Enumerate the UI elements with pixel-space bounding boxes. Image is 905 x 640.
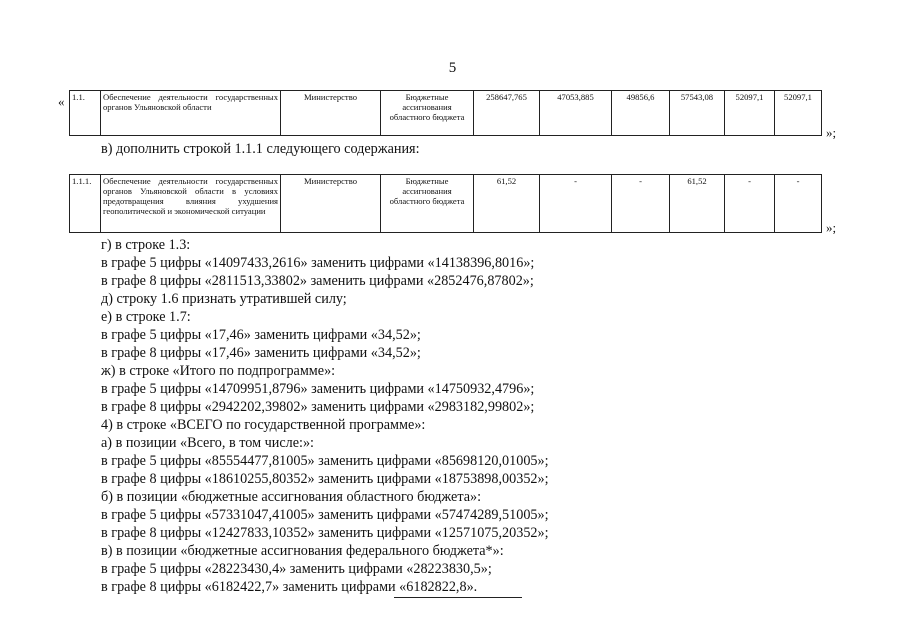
row-value: 47053,885 [540, 91, 612, 136]
text-line: 4) в строке «ВСЕГО по государственной программе»: [101, 417, 426, 433]
text-line: б) в позиции «бюджетные ассигнования областного бюджета»: [101, 489, 482, 505]
text-line: ж) в строке «Итого по подпрограмме»: [101, 363, 336, 379]
footer-rule [394, 597, 522, 598]
text-line: а) в позиции «Всего, в том числе:»: [101, 435, 314, 451]
text-line: в графе 5 цифры «85554477,81005» заменить цифрами «85698120,01005»; [101, 453, 549, 469]
close-quote: »; [826, 125, 837, 140]
row-value: 52097,1 [775, 91, 822, 136]
row-value: - [612, 175, 670, 233]
row-value: 61,52 [670, 175, 725, 233]
row-source: Бюджетные ассигнования областного бюджета [381, 91, 474, 136]
row-name: Обеспечение деятельности государственных органов Ульяновской области в условиях предотвращения влияния ухудшения геополитической и экономической ситуации [101, 175, 281, 233]
row-number: 1.1. [70, 91, 101, 136]
text-line: в графе 8 цифры «2942202,39802» заменить цифрами «2983182,99802»; [101, 399, 535, 415]
text-line: в) в позиции «бюджетные ассигнования федерального бюджета*»: [101, 543, 504, 559]
row-value: 52097,1 [725, 91, 775, 136]
open-quote: « [58, 94, 65, 109]
row-value: - [725, 175, 775, 233]
text-line: в графе 8 цифры «18610255,80352» заменить цифрами «18753898,00352»; [101, 471, 549, 487]
text-line: в графе 5 цифры «57331047,41005» заменить цифрами «57474289,51005»; [101, 507, 549, 523]
text-line: е) в строке 1.7: [101, 309, 191, 325]
table-row-1-1-1 [69, 174, 822, 233]
row-value: 258647,765 [474, 91, 540, 136]
text-line: в графе 5 цифры «14709951,8796» заменить цифрами «14750932,4796»; [101, 381, 535, 397]
text-line: в графе 8 цифры «6182422,7» заменить цифрами «6182822,8». [101, 579, 478, 595]
row-executor: Министерство [281, 175, 381, 233]
table-row-1-1 [69, 90, 822, 136]
row-value: - [540, 175, 612, 233]
page-number: 5 [448, 60, 457, 76]
text-line: г) в строке 1.3: [101, 237, 191, 253]
row-executor: Министерство [281, 91, 381, 136]
row-number: 1.1.1. [70, 175, 101, 233]
close-quote: »; [826, 220, 837, 235]
row-value: 49856,6 [612, 91, 670, 136]
row-name: Обеспечение деятельности государственных органов Ульяновской области [101, 91, 281, 136]
row-value: 57543,08 [670, 91, 725, 136]
text-line: в графе 8 цифры «17,46» заменить цифрами «34,52»; [101, 345, 421, 361]
text-line: в графе 5 цифры «17,46» заменить цифрами «34,52»; [101, 327, 421, 343]
text-line: д) строку 1.6 признать утратившей силу; [101, 291, 347, 307]
text-line: в графе 5 цифры «28223430,4» заменить цифрами «28223830,5»; [101, 561, 492, 577]
text-line: в графе 5 цифры «14097433,2616» заменить цифрами «14138396,8016»; [101, 255, 535, 271]
row-value: 61,52 [474, 175, 540, 233]
text-line: в графе 8 цифры «2811513,33802» заменить цифрами «2852476,87802»; [101, 273, 534, 289]
text-line: в графе 8 цифры «12427833,10352» заменить цифрами «12571075,20352»; [101, 525, 549, 541]
intro-line: в) дополнить строкой 1.1.1 следующего содержания: [101, 141, 420, 157]
row-source: Бюджетные ассигнования областного бюджета [381, 175, 474, 233]
row-value: - [775, 175, 822, 233]
